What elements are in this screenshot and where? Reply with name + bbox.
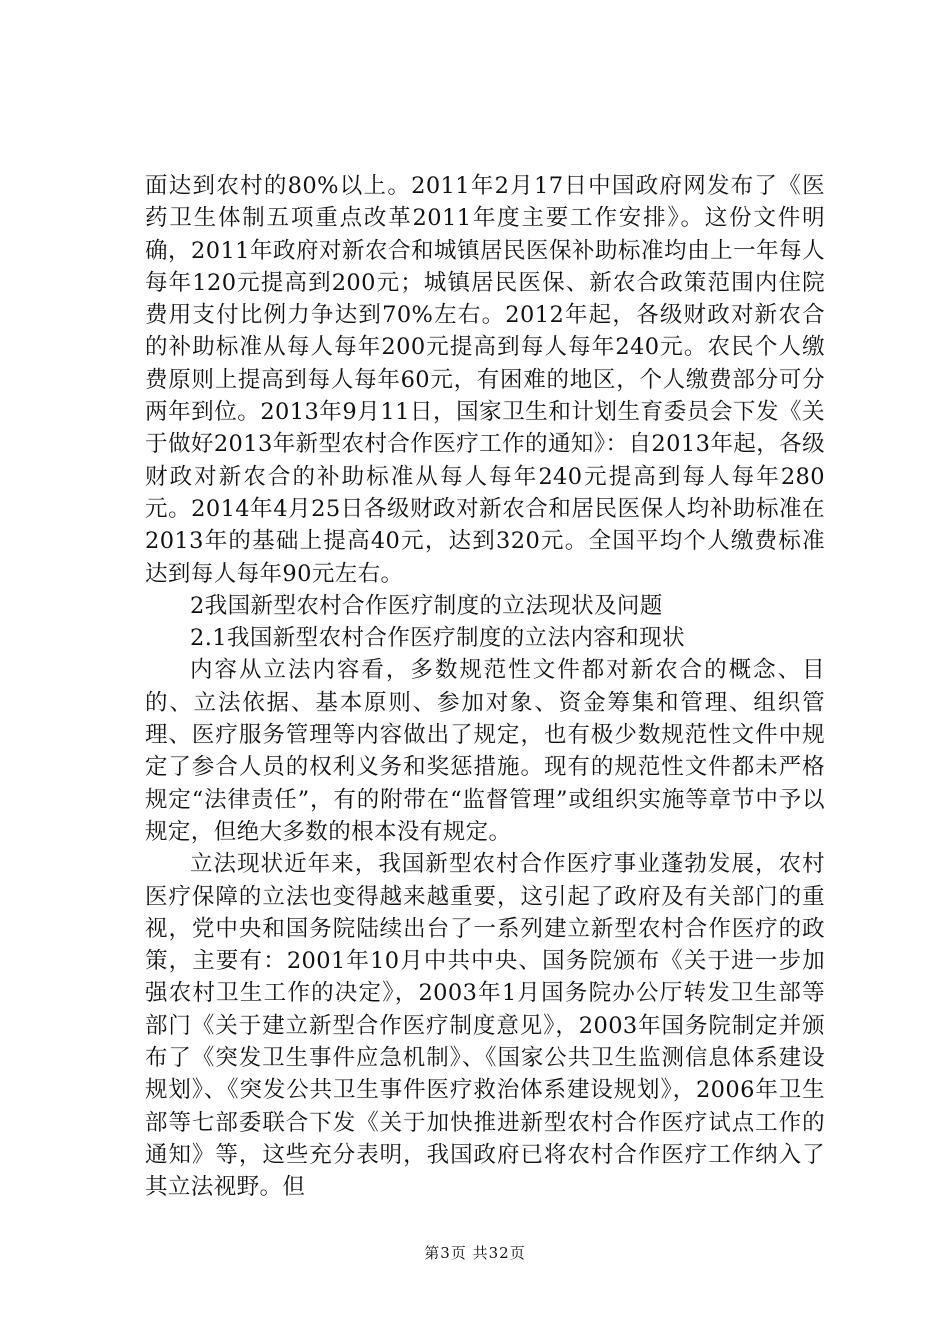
document-body (145, 170, 825, 1204)
subsection-heading: 2.1我国新型农村合作医疗制度的立法内容和现状 (190, 625, 685, 652)
paragraph-status: 立法现状近年来，我国新型农村合作医疗事业蓬勃发展，农村医疗保障的立法也变得越来越重要，这引起了政府及有关部门的重视，党中央和国务院陆续出台了一系列建立新型农村合作医疗的政策，主要有：2001年10月中共中央、国务院颁布《关于进一步加强农村卫生工作的决定》，2003年1月国务院办公厅转发卫生部等部门《关于建立新型合作医疗制度意见》，2003年国务院制定并颁布了《突发卫生事件应急机制》、《国家公共卫生监测信息体系建设规划》、《突发公共卫生事件医疗救治体系建设规划》，2006年卫生部等七部委联合下发《关于加快推进新型农村合作医疗试点工作的通知》等，这些充分表明，我国政府已将农村合作医疗工作纳入了其立法视野。但 (145, 851, 825, 1201)
section-heading: 2我国新型农村合作医疗制度的立法现状及问题 (190, 592, 663, 619)
paragraph-continuation: 面达到农村的80%以上。2011年2月17日中国政府网发布了《医药卫生体制五项重点改革2011年度主要工作安排》。这份文件明确，2011年政府对新农合和城镇居民医保补助标准均由上一年每人每年120元提高到200元；城镇居民医保、新农合政策范围内住院费用支付比例力争达到70%左右。2012年起，各级财政对新农合的补助标准从每人每年200元提高到每人每年240元。农民个人缴费原则上提高到每人每年60元，有困难的地区，个人缴费部分可分两年到位。2013年9月11日，国家卫生和计划生育委员会下发《关于做好2013年新型农村合作医疗工作的通知》：自2013年起，各级财政对新农合的补助标准从每人每年240元提高到每人每年280元。2014年4月25日各级财政对新农合和居民医保人均补助标准在2013年的基础上提高40元，达到320元。全国平均个人缴费标准达到每人每年90元左右。 (145, 173, 825, 587)
paragraph-content: 内容从立法内容看，多数规范性文件都对新农合的概念、目的、立法依据、基本原则、参加对象、资金筹集和管理、组织管理、医疗服务管理等内容做出了规定，也有极少数规范性文件中规定了参合人员的权利义务和奖惩措施。现有的规范性文件都未严格规定“法律责任”，有的附带在“监督管理”或组织实施等章节中予以规定，但绝大多数的根本没有规定。 (145, 657, 825, 845)
page-footer: 第3页 共32页 (424, 1244, 526, 1262)
